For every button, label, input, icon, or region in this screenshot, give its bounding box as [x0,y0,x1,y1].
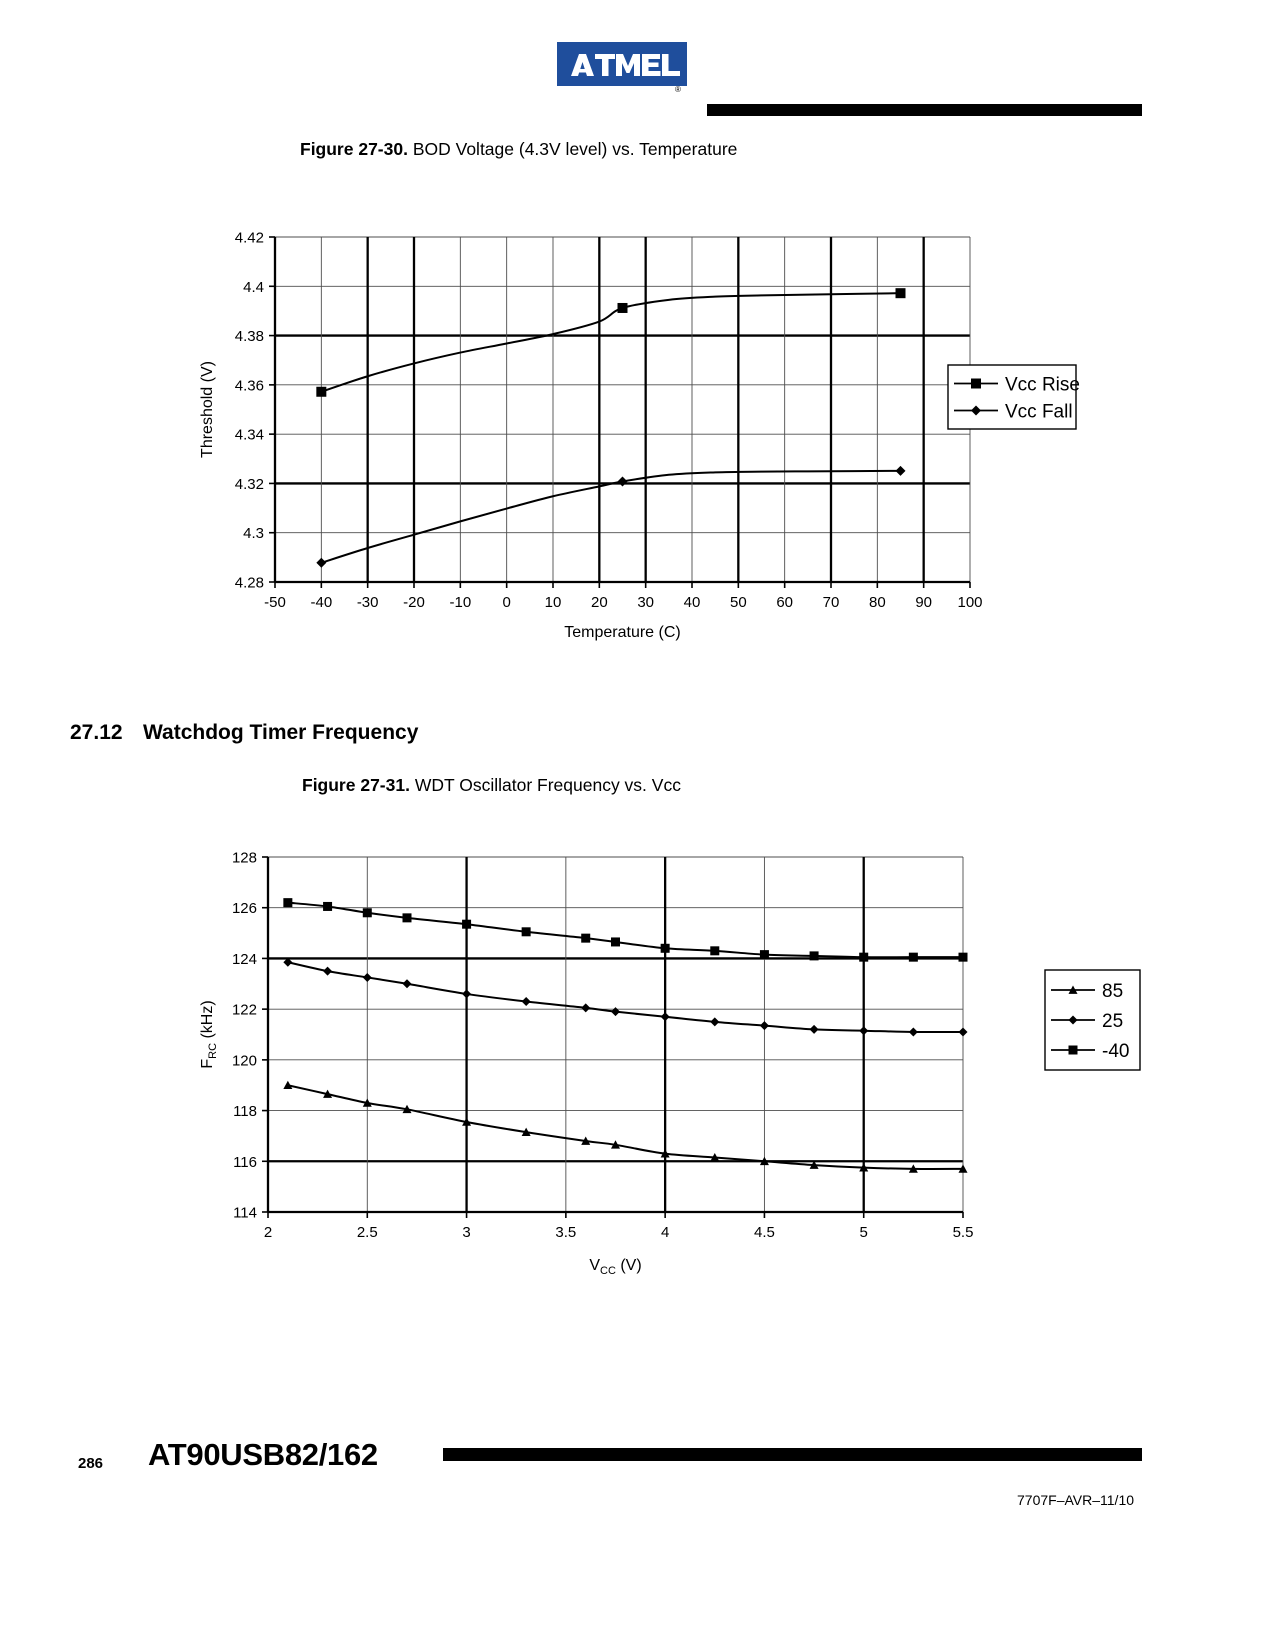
figure-27-30-caption [300,138,737,160]
footer-document-id: 7707F–AVR–11/10 [1017,1492,1135,1508]
series-line [321,471,900,563]
data-point [363,908,372,917]
logo-registered-mark: ® [675,85,681,94]
x-axis-label: $V_{CC}$ (V) [589,1257,642,1277]
data-point [859,953,868,962]
legend-marker-square [971,379,981,389]
data-point [581,1003,590,1012]
y-axis-label: $F_{RC}$ (kHz) [199,1000,219,1069]
x-tick-label: 60 [776,594,794,611]
y-tick-label: 118 [233,1103,257,1121]
data-point [710,946,719,955]
y-tick-label: 126 [231,900,257,918]
section-title: Watchdog Timer Frequency [143,721,419,744]
chart-bod-voltage-vs-temperature [190,225,1080,645]
y-tick-label: 4.28 [234,574,264,592]
data-point [618,476,628,486]
series-vcc-fall [316,466,905,568]
x-tick-label: 10 [544,594,562,611]
data-point [909,1027,918,1036]
legend [948,365,1080,429]
page-header [0,42,1275,102]
x-tick-label: 0 [502,594,511,611]
y-axis-label: Threshold (V) [199,361,216,458]
chart-wdt-oscillator-frequency-vs-vcc [190,845,1130,1285]
header-rule [707,104,1142,116]
data-point [959,1027,968,1036]
x-tick-label: 3.5 [555,1224,577,1241]
x-tick-label: 90 [915,594,933,611]
footer-rule [443,1448,1142,1461]
x-tick-label: 70 [822,594,840,611]
y-tick-label: 4.3 [243,525,264,543]
data-point [661,944,670,953]
x-tick-label: -10 [449,594,472,611]
data-point [959,953,968,962]
figure-27-31-title: WDT Oscillator Frequency vs. Vcc [409,775,681,795]
series-25 [283,958,967,1037]
figure-27-31-label: Figure 27-31. [302,775,410,795]
data-point [611,937,620,946]
y-tick-label: 120 [231,1052,257,1070]
footer-document-title: AT90USB82/162 [148,1437,378,1472]
data-point [710,1017,719,1026]
x-tick-labels [264,1212,974,1241]
chart-wdt-oscillator-frequency-vs-vcc [190,845,1130,1285]
x-tick-label: -50 [264,594,286,611]
data-point [462,989,471,998]
data-point [896,288,906,298]
data-point [896,466,906,476]
x-tick-label: 2.5 [356,1224,378,1241]
series-85 [283,1081,967,1173]
data-point [363,973,372,982]
data-point [909,953,918,962]
data-point [283,1081,292,1089]
grid-lines [268,857,963,1212]
data-point [859,1026,868,1035]
y-tick-labels [235,230,275,592]
series-vcc-rise [316,288,905,397]
y-tick-label: 124 [231,950,257,968]
x-tick-label: 4.5 [753,1224,775,1241]
section-heading-27-12 [70,721,418,745]
x-tick-label: 4 [660,1224,670,1241]
figure-27-31-caption [302,774,681,796]
legend-label: 85 [1102,981,1124,1002]
series-line [288,1085,963,1169]
x-tick-label: 5.5 [952,1224,974,1241]
data-point [522,927,531,936]
atmel-logo [557,42,687,94]
y-tick-label: 128 [231,849,257,867]
x-tick-label: -40 [310,594,333,611]
x-tick-label: 100 [957,594,983,611]
data-point [522,997,531,1006]
y-tick-label: 4.42 [234,229,264,247]
data-point [618,303,628,313]
y-tick-labels [232,850,268,1222]
footer-page-number: 286 [78,1455,104,1472]
data-point [316,558,326,568]
legend-label: 25 [1102,1011,1124,1032]
data-point [810,1025,819,1034]
data-point [661,1012,670,1021]
y-tick-label: 116 [233,1153,257,1171]
data-point [323,967,332,976]
x-tick-label: -20 [403,594,425,611]
data-point [611,1007,620,1016]
x-tick-labels [264,582,982,611]
chart-bod-voltage-vs-temperature [190,225,1080,645]
y-tick-label: 4.36 [234,377,264,395]
legend-label: Vcc Rise [1005,374,1080,396]
data-point [403,979,412,988]
x-tick-label: 50 [729,594,747,611]
data-point [316,387,326,397]
data-point [462,920,471,929]
x-tick-label: 3 [462,1224,471,1241]
series-line [288,962,963,1032]
x-tick-label: 5 [859,1224,868,1241]
data-point [403,913,412,922]
y-tick-label: 4.4 [243,278,264,296]
data-point [283,898,292,907]
x-tick-label: 2 [263,1224,273,1241]
x-tick-label: 20 [590,594,608,611]
data-point [581,934,590,943]
data-point [760,950,769,959]
grid-lines [275,237,970,582]
data-point [810,951,819,960]
legend [1045,970,1140,1070]
legend-label: -40 [1102,1041,1130,1062]
section-number: 27.12 [70,721,123,744]
legend-marker-square [1069,1046,1078,1055]
data-point [760,1021,769,1030]
x-tick-label: 80 [868,594,886,611]
x-axis-label: Temperature (C) [564,624,681,641]
legend-label: Vcc Fall [1005,401,1073,423]
x-tick-label: 30 [637,594,655,611]
data-point [323,902,332,911]
y-tick-label: 122 [231,1001,257,1019]
y-tick-label: 4.38 [234,328,264,346]
figure-27-30-label: Figure 27-30. [300,139,408,159]
y-tick-label: 4.34 [234,426,264,444]
x-tick-label: -30 [356,594,379,611]
y-tick-label: 114 [233,1204,257,1222]
y-tick-label: 4.32 [234,475,264,493]
x-tick-label: 40 [683,594,701,611]
series-line [321,293,900,392]
figure-27-30-title: BOD Voltage (4.3V level) vs. Temperature [407,139,738,159]
series-line [288,903,963,958]
